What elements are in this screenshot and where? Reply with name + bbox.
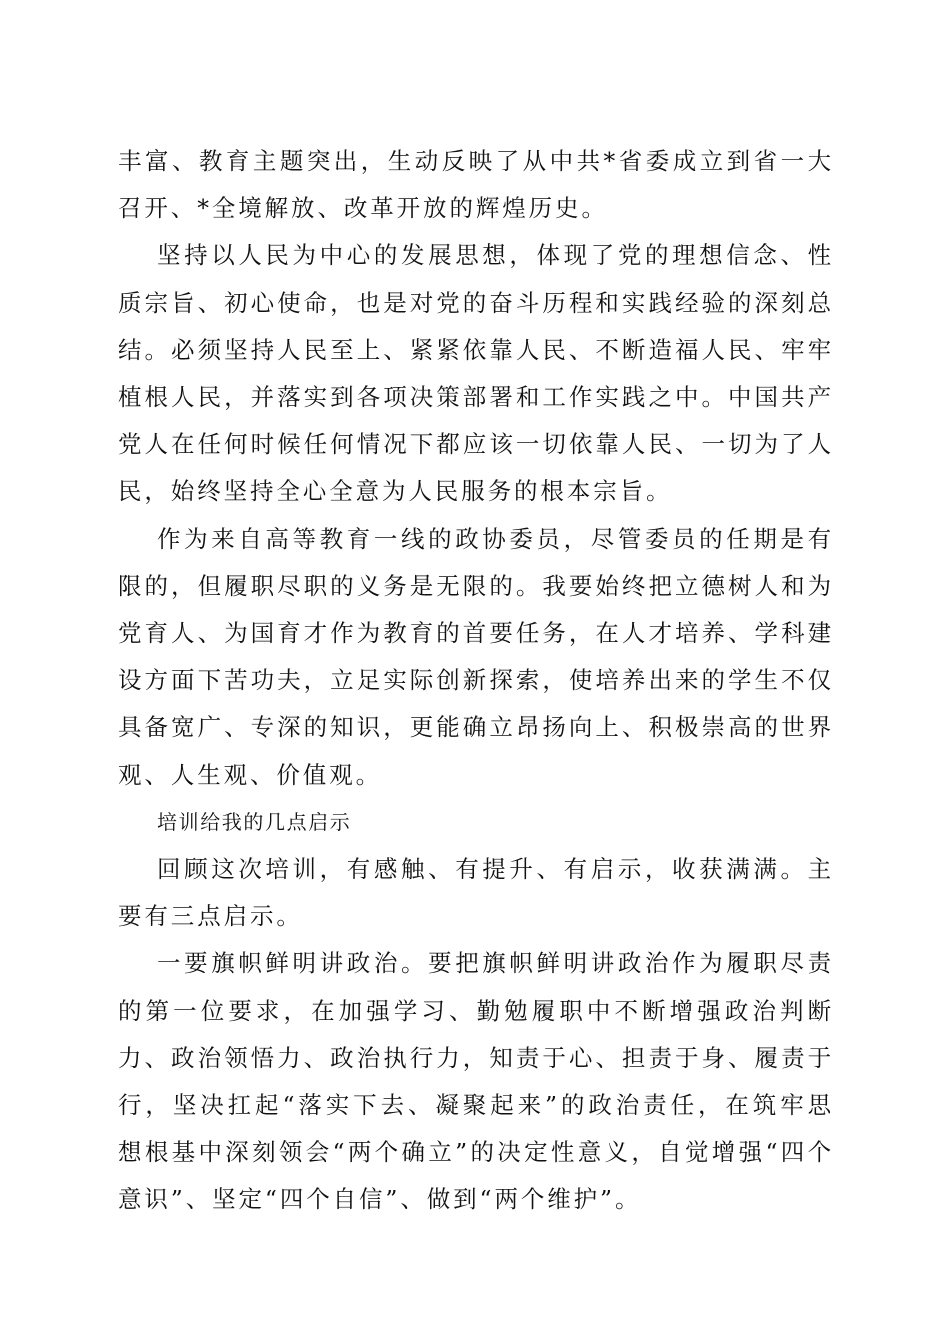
paragraph-cppcc-member: 作为来自高等教育一线的政协委员，尽管委员的任期是有限的，但履职尽职的义务是无限的。我要始终把立德树人和为党育人、为国育才作为教育的首要任务，在人才培养、学科建设方面下苦功夫，立足实际创新探索，使培养出来的学生不仅具备宽广、专深的知识，更能确立昂扬向上、积极崇高的世界观、人生观、价值观。 bbox=[118, 524, 834, 789]
section-heading: 培训给我的几点启示 bbox=[157, 809, 352, 834]
paragraph-politics: 一要旗帜鲜明讲政治。要把旗帜鲜明讲政治作为履职尽责的第一位要求，在加强学习、勤勉履职中不断增强政治判断力、政治领悟力、政治执行力，知责于心、担责于身、履责于行，坚决扛起“落实下去、凝聚起来”的政治责任，在筑牢思想根基中深刻领会“两个确立”的决定性意义，自觉增强“四个意识”、坚定“四个自信”、做到“两个维护”。 bbox=[118, 949, 834, 1214]
document-body bbox=[118, 138, 834, 1224]
paragraph-people-centered: 坚持以人民为中心的发展思想，体现了党的理想信念、性质宗旨、初心使命，也是对党的奋斗历程和实践经验的深刻总结。必须坚持人民至上、紧紧依靠人民、不断造福人民、牢牢植根人民，并落实到各项决策部署和工作实践之中。中国共产党人在任何时候任何情况下都应该一切依靠人民、一切为了人民，始终坚持全心全意为人民服务的根本宗旨。 bbox=[118, 241, 834, 506]
paragraph-review: 回顾这次培训，有感触、有提升、有启示，收获满满。主要有三点启示。 bbox=[118, 855, 834, 931]
paragraph-continuation: 丰富、教育主题突出，生动反映了从中共*省委成立到省一大召开、*全境解放、改革开放的辉煌历史。 bbox=[118, 147, 834, 223]
